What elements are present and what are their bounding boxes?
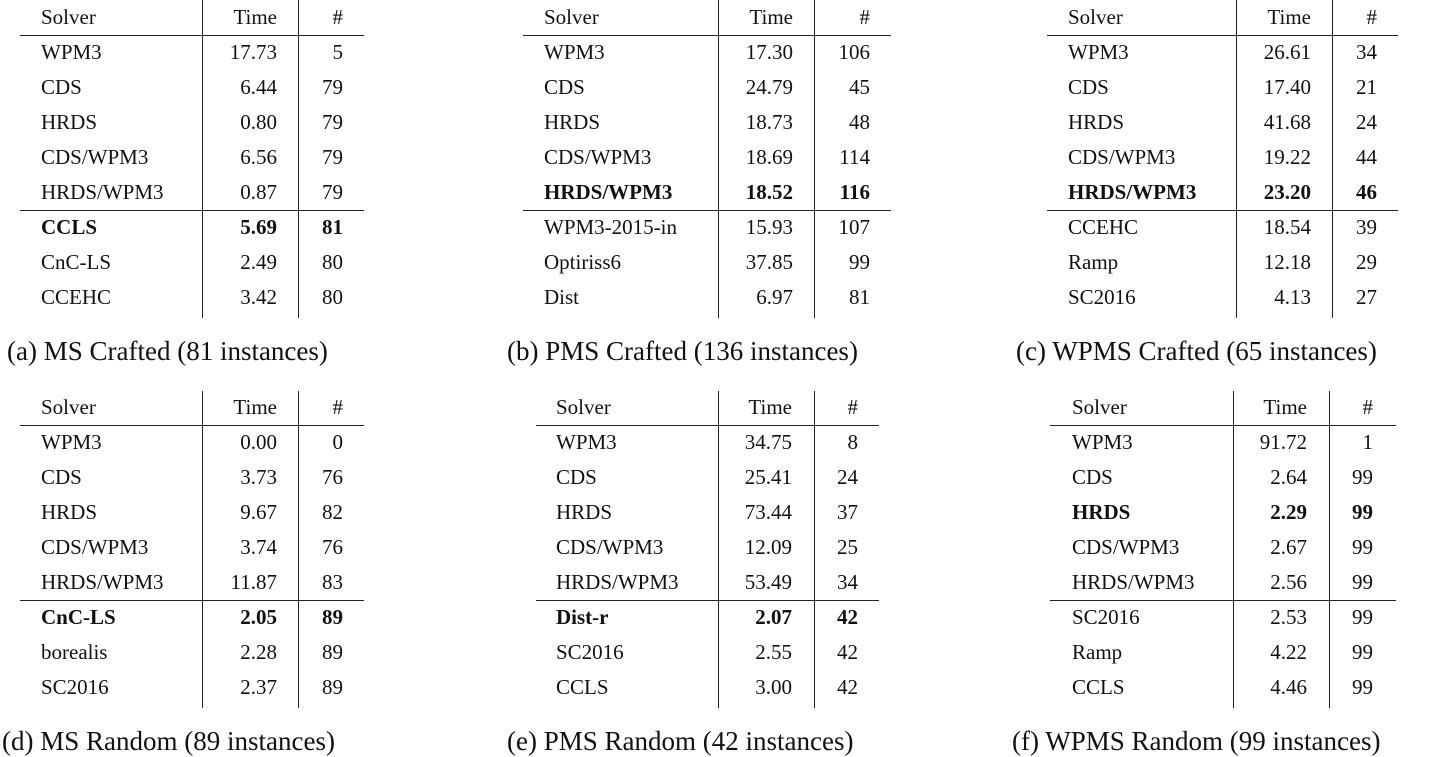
solver-name: SC2016 bbox=[556, 640, 624, 664]
table-row bbox=[0, 600, 1437, 635]
table-caption: (d) MS Random (89 instances) bbox=[2, 726, 335, 756]
solved-count: 0 bbox=[332, 430, 343, 454]
time-value: 6.56 bbox=[240, 145, 277, 169]
solved-count: 82 bbox=[322, 500, 343, 524]
solved-count: 76 bbox=[322, 465, 343, 489]
table-caption: (a) MS Crafted (81 instances) bbox=[7, 336, 328, 366]
solved-count: 45 bbox=[849, 75, 870, 99]
time-value: 26.61 bbox=[1263, 40, 1311, 64]
time-value: 17.40 bbox=[1263, 75, 1311, 99]
solved-count: 79 bbox=[322, 180, 343, 204]
solver-name: CnC-LS bbox=[41, 250, 112, 274]
solved-count: 99 bbox=[1352, 675, 1373, 699]
table-row bbox=[0, 35, 1437, 70]
solved-count: 99 bbox=[849, 250, 870, 274]
time-value: 6.97 bbox=[756, 285, 793, 309]
solved-count: 99 bbox=[1352, 640, 1373, 664]
time-value: 2.49 bbox=[240, 250, 277, 274]
solver-name: Dist bbox=[544, 285, 580, 309]
solved-count: 42 bbox=[837, 605, 858, 629]
time-value: 2.37 bbox=[240, 675, 277, 699]
time-value: 0.80 bbox=[240, 110, 277, 134]
solved-count: 80 bbox=[322, 250, 343, 274]
solver-name: HRDS bbox=[41, 500, 98, 524]
time-value: 0.00 bbox=[240, 430, 277, 454]
time-value: 12.09 bbox=[744, 535, 792, 559]
solver-name: CDS/WPM3 bbox=[1068, 145, 1176, 169]
solved-count: 24 bbox=[837, 465, 858, 489]
table-row bbox=[0, 670, 1437, 705]
solver-name: HRDS bbox=[556, 500, 613, 524]
solver-name: WPM3 bbox=[556, 430, 617, 454]
table-row bbox=[0, 530, 1437, 565]
solved-count: 29 bbox=[1356, 250, 1377, 274]
solver-name: CDS bbox=[544, 75, 585, 99]
solver-name: HRDS/WPM3 bbox=[41, 180, 164, 204]
column-header-count: # bbox=[1362, 395, 1373, 419]
solver-name: CDS bbox=[41, 75, 82, 99]
solver-name: SC2016 bbox=[1072, 605, 1140, 629]
solved-count: 83 bbox=[322, 570, 343, 594]
column-header-count: # bbox=[859, 5, 870, 29]
solver-name: HRDS/WPM3 bbox=[556, 570, 679, 594]
time-value: 73.44 bbox=[744, 500, 792, 524]
solver-name: CDS/WPM3 bbox=[1072, 535, 1180, 559]
time-value: 3.74 bbox=[240, 535, 277, 559]
solved-count: 25 bbox=[837, 535, 858, 559]
time-value: 2.56 bbox=[1270, 570, 1307, 594]
solved-count: 89 bbox=[322, 605, 343, 629]
solved-count: 24 bbox=[1356, 110, 1377, 134]
time-value: 37.85 bbox=[745, 250, 793, 274]
column-header-time: Time bbox=[233, 5, 277, 29]
group-separator-rule bbox=[1047, 210, 1398, 211]
time-value: 24.79 bbox=[745, 75, 793, 99]
solved-count: 114 bbox=[839, 145, 870, 169]
solver-name: HRDS/WPM3 bbox=[544, 180, 673, 204]
table-caption: (e) PMS Random (42 instances) bbox=[507, 726, 854, 756]
solver-name: CDS bbox=[556, 465, 597, 489]
table-caption: (f) WPMS Random (99 instances) bbox=[1012, 726, 1381, 756]
table-row bbox=[0, 495, 1437, 530]
table-row bbox=[0, 245, 1437, 280]
solver-name: HRDS bbox=[41, 110, 98, 134]
table-row bbox=[0, 565, 1437, 600]
solved-count: 81 bbox=[849, 285, 870, 309]
time-value: 23.20 bbox=[1263, 180, 1311, 204]
solved-count: 48 bbox=[849, 110, 870, 134]
solved-count: 89 bbox=[322, 675, 343, 699]
column-divider-time-count bbox=[1329, 391, 1330, 708]
solved-count: 44 bbox=[1356, 145, 1377, 169]
time-value: 25.41 bbox=[744, 465, 792, 489]
column-header-time: Time bbox=[749, 5, 793, 29]
time-value: 17.73 bbox=[229, 40, 277, 64]
time-value: 2.53 bbox=[1270, 605, 1307, 629]
time-value: 2.29 bbox=[1270, 500, 1307, 524]
time-value: 6.44 bbox=[240, 75, 277, 99]
solved-count: 76 bbox=[322, 535, 343, 559]
column-header-count: # bbox=[1366, 5, 1377, 29]
solver-name: HRDS/WPM3 bbox=[41, 570, 164, 594]
table-header-row bbox=[0, 390, 1437, 425]
solver-name: CDS/WPM3 bbox=[544, 145, 652, 169]
time-value: 15.93 bbox=[745, 215, 793, 239]
solver-name: WPM3 bbox=[544, 40, 605, 64]
solver-name: CDS/WPM3 bbox=[41, 535, 149, 559]
solved-count: 107 bbox=[838, 215, 870, 239]
solved-count: 106 bbox=[838, 40, 870, 64]
solver-name: CCLS bbox=[1072, 675, 1125, 699]
time-value: 2.55 bbox=[755, 640, 792, 664]
column-header-count: # bbox=[847, 395, 858, 419]
solver-name: CDS bbox=[1072, 465, 1113, 489]
solver-name: HRDS bbox=[1068, 110, 1125, 134]
solved-count: 99 bbox=[1352, 535, 1373, 559]
solver-name: HRDS bbox=[1072, 500, 1131, 524]
time-value: 2.64 bbox=[1270, 465, 1307, 489]
solver-name: CDS/WPM3 bbox=[41, 145, 149, 169]
table-row bbox=[0, 175, 1437, 210]
table-row bbox=[0, 210, 1437, 245]
time-value: 11.87 bbox=[230, 570, 277, 594]
column-header-solver: Solver bbox=[41, 5, 96, 29]
solver-name: WPM3 bbox=[41, 40, 102, 64]
column-header-count: # bbox=[332, 5, 343, 29]
solver-name: Dist-r bbox=[556, 605, 609, 629]
table-row bbox=[0, 425, 1437, 460]
solved-count: 34 bbox=[1356, 40, 1377, 64]
solver-name: Optiriss6 bbox=[544, 250, 622, 274]
solved-count: 21 bbox=[1356, 75, 1377, 99]
solver-name: WPM3 bbox=[41, 430, 102, 454]
column-header-time: Time bbox=[233, 395, 277, 419]
solved-count: 46 bbox=[1356, 180, 1377, 204]
column-header-solver: Solver bbox=[1072, 395, 1127, 419]
time-value: 4.46 bbox=[1270, 675, 1307, 699]
solved-count: 42 bbox=[837, 640, 858, 664]
solver-name: SC2016 bbox=[41, 675, 109, 699]
table-row bbox=[0, 70, 1437, 105]
solved-count: 34 bbox=[837, 570, 858, 594]
solved-count: 79 bbox=[322, 75, 343, 99]
time-value: 3.73 bbox=[240, 465, 277, 489]
solver-name: HRDS/WPM3 bbox=[1068, 180, 1197, 204]
time-value: 9.67 bbox=[240, 500, 277, 524]
solved-count: 81 bbox=[322, 215, 343, 239]
solver-name: WPM3-2015-in bbox=[544, 215, 677, 239]
solver-name: CDS bbox=[1068, 75, 1109, 99]
time-value: 34.75 bbox=[744, 430, 792, 454]
time-value: 2.28 bbox=[240, 640, 277, 664]
time-value: 4.13 bbox=[1274, 285, 1311, 309]
solved-count: 79 bbox=[322, 145, 343, 169]
group-separator-rule bbox=[1050, 600, 1396, 601]
column-header-solver: Solver bbox=[41, 395, 96, 419]
solver-name: SC2016 bbox=[1068, 285, 1136, 309]
column-header-time: Time bbox=[1263, 395, 1307, 419]
solved-count: 99 bbox=[1352, 500, 1373, 524]
time-value: 18.73 bbox=[745, 110, 793, 134]
time-value: 18.69 bbox=[745, 145, 793, 169]
solver-name: Ramp bbox=[1068, 250, 1119, 274]
solver-name: CDS/WPM3 bbox=[556, 535, 664, 559]
solver-name: CnC-LS bbox=[41, 605, 116, 629]
column-header-solver: Solver bbox=[556, 395, 611, 419]
solver-name: CCLS bbox=[41, 215, 98, 239]
time-value: 3.00 bbox=[755, 675, 792, 699]
column-header-time: Time bbox=[748, 395, 792, 419]
solved-count: 8 bbox=[847, 430, 858, 454]
solved-count: 1 bbox=[1362, 430, 1373, 454]
solver-name: borealis bbox=[41, 640, 108, 664]
column-header-time: Time bbox=[1267, 5, 1311, 29]
table-caption: (b) PMS Crafted (136 instances) bbox=[507, 336, 858, 366]
time-value: 2.07 bbox=[755, 605, 792, 629]
table-row bbox=[0, 460, 1437, 495]
solved-count: 27 bbox=[1356, 285, 1377, 309]
time-value: 18.54 bbox=[1263, 215, 1311, 239]
time-value: 5.69 bbox=[240, 215, 277, 239]
column-header-solver: Solver bbox=[544, 5, 599, 29]
column-divider-solver-time bbox=[1236, 0, 1237, 318]
time-value: 18.52 bbox=[745, 180, 793, 204]
solved-count: 99 bbox=[1352, 570, 1373, 594]
solver-name: CCLS bbox=[556, 675, 609, 699]
table-row bbox=[0, 105, 1437, 140]
time-value: 19.22 bbox=[1263, 145, 1311, 169]
solver-name: WPM3 bbox=[1072, 430, 1133, 454]
time-value: 2.67 bbox=[1270, 535, 1307, 559]
table-row bbox=[0, 280, 1437, 315]
solved-count: 5 bbox=[332, 40, 343, 64]
column-divider-time-count bbox=[1332, 0, 1333, 318]
solved-count: 42 bbox=[837, 675, 858, 699]
solved-count: 37 bbox=[837, 500, 858, 524]
solved-count: 79 bbox=[322, 110, 343, 134]
table-caption: (c) WPMS Crafted (65 instances) bbox=[1016, 336, 1377, 366]
solver-name: HRDS/WPM3 bbox=[1072, 570, 1195, 594]
solver-name: CCEHC bbox=[41, 285, 112, 309]
solved-count: 89 bbox=[322, 640, 343, 664]
time-value: 91.72 bbox=[1259, 430, 1307, 454]
time-value: 53.49 bbox=[744, 570, 792, 594]
column-divider-solver-time bbox=[1233, 391, 1234, 708]
time-value: 41.68 bbox=[1263, 110, 1311, 134]
solved-count: 39 bbox=[1356, 215, 1377, 239]
solved-count: 99 bbox=[1352, 605, 1373, 629]
time-value: 3.42 bbox=[240, 285, 277, 309]
time-value: 17.30 bbox=[745, 40, 793, 64]
column-header-solver: Solver bbox=[1068, 5, 1123, 29]
solver-name: WPM3 bbox=[1068, 40, 1129, 64]
solver-name: Ramp bbox=[1072, 640, 1123, 664]
solved-count: 99 bbox=[1352, 465, 1373, 489]
solver-name: CDS bbox=[41, 465, 82, 489]
time-value: 4.22 bbox=[1270, 640, 1307, 664]
solver-name: HRDS bbox=[544, 110, 601, 134]
time-value: 2.05 bbox=[240, 605, 277, 629]
solved-count: 80 bbox=[322, 285, 343, 309]
table-row bbox=[0, 635, 1437, 670]
solver-name: CCEHC bbox=[1068, 215, 1139, 239]
time-value: 0.87 bbox=[240, 180, 277, 204]
time-value: 12.18 bbox=[1263, 250, 1311, 274]
solved-count: 116 bbox=[839, 180, 870, 204]
column-header-count: # bbox=[332, 395, 343, 419]
table-row bbox=[0, 140, 1437, 175]
table-header-row bbox=[0, 0, 1437, 35]
